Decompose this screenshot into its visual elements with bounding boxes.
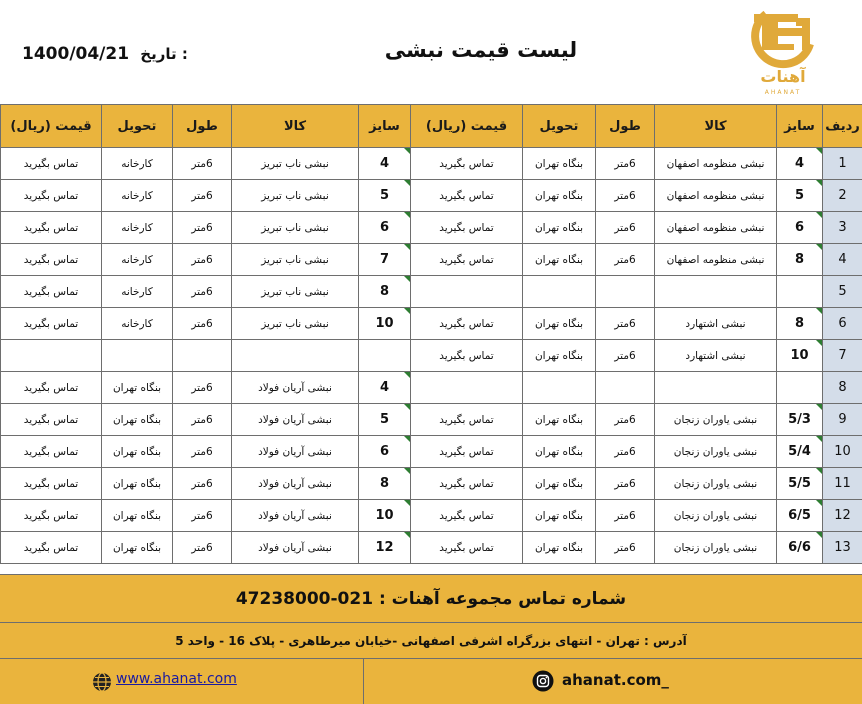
cell-size-right: 5/3 [777, 404, 823, 436]
cell-length-left: 6متر [173, 532, 232, 564]
cell-price-right: تماس بگیرید [411, 468, 523, 500]
cell-size-left: 6 [359, 436, 411, 468]
cell-price-left: تماس بگیرید [1, 276, 102, 308]
cell-price-right: تماس بگیرید [411, 244, 523, 276]
cell-length-right: 6متر [596, 500, 655, 532]
cell-delivery-left: کارخانه [102, 180, 173, 212]
cell-product-left: نبشی آریان فولاد [232, 468, 359, 500]
header-price-right: قیمت (ریال) [411, 105, 523, 148]
cell-delivery-left: بنگاه تهران [102, 532, 173, 564]
cell-size-left [359, 340, 411, 372]
cell-product-right: نبشی منظومه اصفهان [655, 180, 777, 212]
cell-delivery-right: بنگاه تهران [523, 436, 596, 468]
header-length-left: طول [173, 105, 232, 148]
cell-price-left: تماس بگیرید [1, 404, 102, 436]
cell-product-left: نبشی آریان فولاد [232, 436, 359, 468]
cell-length-left: 6متر [173, 468, 232, 500]
cell-price-left [1, 340, 102, 372]
cell-size-left: 5 [359, 404, 411, 436]
table-row [1, 500, 862, 532]
cell-length-right [596, 372, 655, 404]
cell-price-right: تماس بگیرید [411, 180, 523, 212]
cell-delivery-left: بنگاه تهران [102, 468, 173, 500]
cell-product-right: نبشی یاوران زنجان [655, 468, 777, 500]
header-size-right: سایز [777, 105, 823, 148]
cell-product-left: نبشی ناب تبریز [232, 276, 359, 308]
cell-price-right: تماس بگیرید [411, 532, 523, 564]
header-delivery-left: تحویل [102, 105, 173, 148]
cell-size-left: 7 [359, 244, 411, 276]
cell-price-right [411, 276, 523, 308]
cell-size-right: 6/5 [777, 500, 823, 532]
cell-size-right: 8 [777, 308, 823, 340]
cell-size-right: 10 [777, 340, 823, 372]
cell-product-right [655, 276, 777, 308]
cell-product-right: نبشی منظومه اصفهان [655, 244, 777, 276]
cell-price-left: تماس بگیرید [1, 244, 102, 276]
table-row [1, 340, 862, 372]
cell-price-left: تماس بگیرید [1, 212, 102, 244]
contact-phone-bar: شماره تماس مجموعه آهنات : 021-47238000 [0, 574, 862, 623]
cell-length-right: 6متر [596, 308, 655, 340]
cell-product-left [232, 340, 359, 372]
cell-length-left [173, 340, 232, 372]
cell-row-number: 13 [823, 532, 862, 564]
globe-icon [92, 672, 112, 692]
cell-size-right: 8 [777, 244, 823, 276]
cell-size-right: 5/5 [777, 468, 823, 500]
table-row [1, 308, 862, 340]
cell-delivery-right: بنگاه تهران [523, 212, 596, 244]
header-row-no: ردیف [823, 105, 862, 148]
table-row [1, 468, 862, 500]
cell-delivery-left [102, 340, 173, 372]
cell-size-left: 4 [359, 148, 411, 180]
cell-delivery-left: کارخانه [102, 308, 173, 340]
cell-delivery-right: بنگاه تهران [523, 148, 596, 180]
cell-delivery-left: کارخانه [102, 148, 173, 180]
cell-length-right: 6متر [596, 340, 655, 372]
cell-product-right: نبشی یاوران زنجان [655, 500, 777, 532]
cell-row-number: 3 [823, 212, 862, 244]
cell-size-left: 12 [359, 532, 411, 564]
cell-delivery-right [523, 372, 596, 404]
price-table [0, 104, 862, 564]
cell-row-number: 4 [823, 244, 862, 276]
instagram-handle[interactable]: ahanat.com_ [562, 671, 669, 689]
cell-delivery-right: بنگاه تهران [523, 340, 596, 372]
cell-price-left: تماس بگیرید [1, 500, 102, 532]
cell-product-left: نبشی آریان فولاد [232, 500, 359, 532]
cell-size-left: 8 [359, 276, 411, 308]
cell-product-right: نبشی یاوران زنجان [655, 532, 777, 564]
cell-product-right: نبشی منظومه اصفهان [655, 148, 777, 180]
cell-delivery-right: بنگاه تهران [523, 500, 596, 532]
cell-product-left: نبشی ناب تبریز [232, 212, 359, 244]
cell-delivery-left: کارخانه [102, 212, 173, 244]
cell-size-left: 10 [359, 308, 411, 340]
cell-delivery-right: بنگاه تهران [523, 404, 596, 436]
table-row [1, 372, 862, 404]
table-header-row [1, 105, 862, 148]
footer-divider [363, 659, 364, 704]
page-title: لیست قیمت نبشی [300, 38, 662, 62]
cell-row-number: 12 [823, 500, 862, 532]
table-row [1, 436, 862, 468]
cell-delivery-right: بنگاه تهران [523, 308, 596, 340]
cell-price-left: تماس بگیرید [1, 180, 102, 212]
cell-product-left: نبشی ناب تبریز [232, 148, 359, 180]
cell-row-number: 7 [823, 340, 862, 372]
cell-price-left: تماس بگیرید [1, 532, 102, 564]
cell-delivery-left: کارخانه [102, 276, 173, 308]
cell-length-left: 6متر [173, 500, 232, 532]
cell-delivery-right [523, 276, 596, 308]
cell-price-right: تماس بگیرید [411, 404, 523, 436]
cell-row-number: 8 [823, 372, 862, 404]
cell-product-left: نبشی آریان فولاد [232, 404, 359, 436]
svg-text:آهنات: آهنات [760, 66, 806, 86]
cell-row-number: 5 [823, 276, 862, 308]
cell-delivery-left: بنگاه تهران [102, 436, 173, 468]
cell-price-right: تماس بگیرید [411, 148, 523, 180]
cell-delivery-right: بنگاه تهران [523, 532, 596, 564]
cell-length-left: 6متر [173, 148, 232, 180]
header-product-left: کالا [232, 105, 359, 148]
cell-size-left: 10 [359, 500, 411, 532]
cell-product-left: نبشی ناب تبریز [232, 244, 359, 276]
cell-size-right [777, 276, 823, 308]
table-row [1, 404, 862, 436]
cell-size-right: 4 [777, 148, 823, 180]
cell-product-right: نبشی اشتهارد [655, 308, 777, 340]
cell-size-left: 8 [359, 468, 411, 500]
cell-product-left: نبشی ناب تبریز [232, 308, 359, 340]
cell-length-right: 6متر [596, 180, 655, 212]
table-row [1, 532, 862, 564]
cell-length-right: 6متر [596, 468, 655, 500]
cell-row-number: 10 [823, 436, 862, 468]
cell-length-right: 6متر [596, 212, 655, 244]
cell-length-right: 6متر [596, 436, 655, 468]
table-row [1, 148, 862, 180]
cell-product-right [655, 372, 777, 404]
cell-row-number: 11 [823, 468, 862, 500]
cell-price-left: تماس بگیرید [1, 468, 102, 500]
cell-length-left: 6متر [173, 212, 232, 244]
cell-delivery-right: بنگاه تهران [523, 180, 596, 212]
address-bar: آدرس : تهران - انتهای بزرگراه اشرفی اصفهانی -خیابان میرطاهری - پلاک 16 - واحد 5 [0, 622, 862, 659]
cell-length-left: 6متر [173, 436, 232, 468]
cell-length-left: 6متر [173, 244, 232, 276]
cell-delivery-right: بنگاه تهران [523, 468, 596, 500]
date-label: تاریخ : [140, 45, 188, 63]
cell-delivery-left: بنگاه تهران [102, 500, 173, 532]
date-value: 1400/04/21 [22, 44, 129, 64]
cell-length-left: 6متر [173, 308, 232, 340]
header-length-right: طول [596, 105, 655, 148]
cell-size-right: 6/6 [777, 532, 823, 564]
cell-row-number: 2 [823, 180, 862, 212]
cell-price-right: تماس بگیرید [411, 500, 523, 532]
cell-length-right: 6متر [596, 404, 655, 436]
header-delivery-right: تحویل [523, 105, 596, 148]
cell-row-number: 1 [823, 148, 862, 180]
cell-price-right [411, 372, 523, 404]
table-row [1, 180, 862, 212]
header-size-left: سایز [359, 105, 411, 148]
cell-row-number: 6 [823, 308, 862, 340]
ahanat-logo-icon [736, 6, 830, 98]
header-product-right: کالا [655, 105, 777, 148]
header-price-left: قیمت (ریال) [1, 105, 102, 148]
cell-price-left: تماس بگیرید [1, 308, 102, 340]
website-link[interactable]: www.ahanat.com [116, 671, 237, 687]
instagram-icon [532, 670, 554, 692]
cell-size-right: 5 [777, 180, 823, 212]
cell-length-right [596, 276, 655, 308]
cell-size-right: 6 [777, 212, 823, 244]
cell-product-right: نبشی منظومه اصفهان [655, 212, 777, 244]
cell-size-right: 5/4 [777, 436, 823, 468]
cell-product-left: نبشی آریان فولاد [232, 372, 359, 404]
cell-price-right: تماس بگیرید [411, 340, 523, 372]
cell-product-right: نبشی یاوران زنجان [655, 436, 777, 468]
header [0, 0, 862, 104]
cell-size-left: 4 [359, 372, 411, 404]
cell-size-left: 5 [359, 180, 411, 212]
cell-product-left: نبشی ناب تبریز [232, 180, 359, 212]
cell-product-left: نبشی آریان فولاد [232, 532, 359, 564]
table-row [1, 244, 862, 276]
svg-text:AHANAT: AHANAT [765, 89, 802, 96]
cell-length-right: 6متر [596, 532, 655, 564]
cell-size-right [777, 372, 823, 404]
cell-price-left: تماس بگیرید [1, 436, 102, 468]
cell-delivery-left: کارخانه [102, 244, 173, 276]
cell-length-left: 6متر [173, 180, 232, 212]
table-row [1, 212, 862, 244]
cell-product-right: نبشی یاوران زنجان [655, 404, 777, 436]
cell-delivery-left: بنگاه تهران [102, 372, 173, 404]
cell-length-right: 6متر [596, 148, 655, 180]
cell-length-right: 6متر [596, 244, 655, 276]
cell-length-left: 6متر [173, 372, 232, 404]
cell-product-right: نبشی اشتهارد [655, 340, 777, 372]
cell-length-left: 6متر [173, 404, 232, 436]
table-row [1, 276, 862, 308]
cell-size-left: 6 [359, 212, 411, 244]
cell-row-number: 9 [823, 404, 862, 436]
date-block [22, 44, 188, 64]
cell-delivery-left: بنگاه تهران [102, 404, 173, 436]
cell-length-left: 6متر [173, 276, 232, 308]
cell-price-left: تماس بگیرید [1, 372, 102, 404]
cell-price-right: تماس بگیرید [411, 212, 523, 244]
social-bar [0, 658, 862, 704]
cell-price-right: تماس بگیرید [411, 436, 523, 468]
cell-delivery-right: بنگاه تهران [523, 244, 596, 276]
cell-price-left: تماس بگیرید [1, 148, 102, 180]
cell-price-right: تماس بگیرید [411, 308, 523, 340]
